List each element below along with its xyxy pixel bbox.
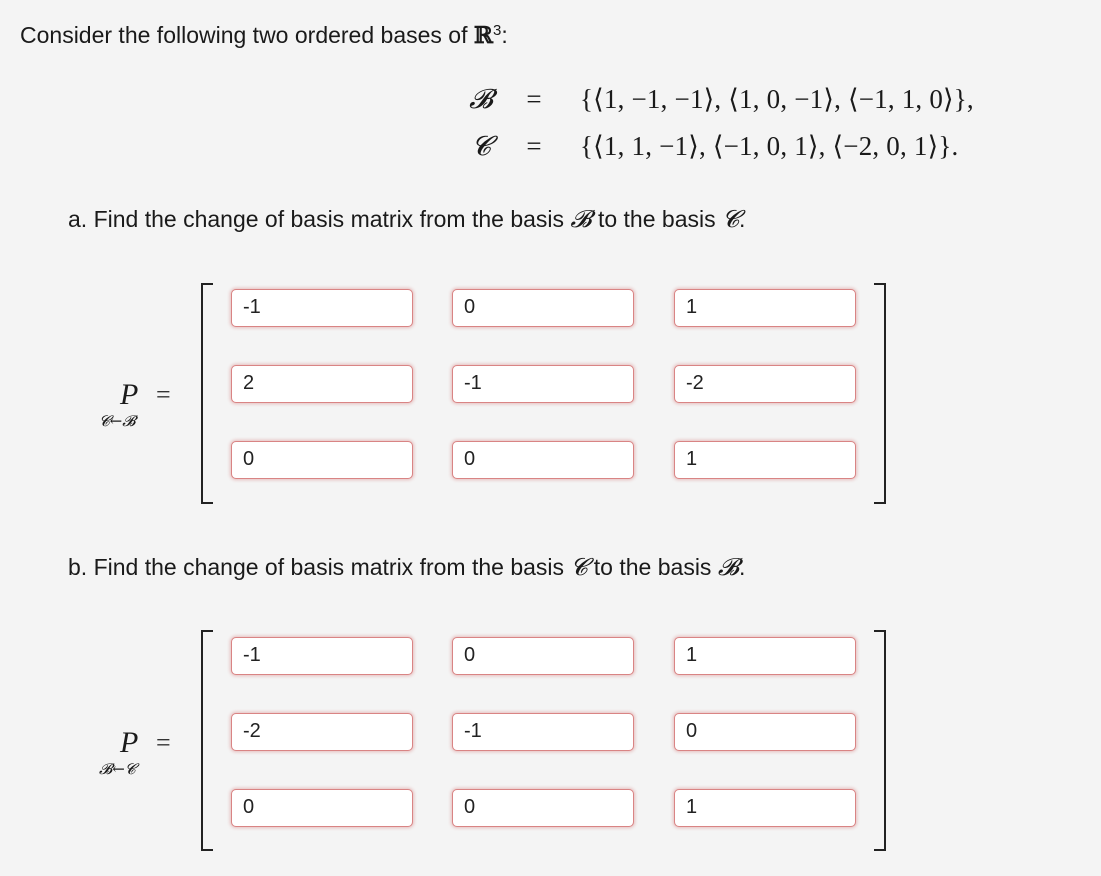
- intro-colon: :: [501, 22, 508, 48]
- matrix-b-entry-r2c2[interactable]: -1: [452, 713, 634, 751]
- question-b-mid-text: to the basis: [587, 554, 718, 580]
- matrix-a-equals: =: [156, 380, 171, 409]
- matrix-a-right-bracket: [874, 283, 886, 504]
- matrix-b-entry-r1c2[interactable]: 0: [452, 637, 634, 675]
- basis-b-vectors: {⟨1, −1, −1⟩, ⟨1, 0, −1⟩, ⟨−1, 1, 0⟩},: [580, 84, 974, 114]
- matrix-a-entry-r1c2[interactable]: 0: [452, 289, 634, 327]
- matrix-a-entry-r2c1[interactable]: 2: [231, 365, 413, 403]
- matrix-a-subscript: 𝓒←𝓑: [99, 412, 136, 430]
- question-b-from-basis: 𝓒: [570, 553, 588, 581]
- matrix-b-entry-r3c1[interactable]: 0: [231, 789, 413, 827]
- intro-text: Consider the following two ordered bases of: [20, 22, 474, 48]
- basis-b-symbol: 𝓑: [469, 84, 493, 115]
- question-b-text: b. Find the change of basis matrix from the basis: [68, 554, 571, 580]
- matrix-b-entry-r3c2[interactable]: 0: [452, 789, 634, 827]
- basis-c-symbol: 𝓒: [471, 131, 491, 162]
- matrix-b-entry-r3c3[interactable]: 1: [674, 789, 856, 827]
- equals-sign: =: [526, 131, 542, 161]
- question-a-text: a. Find the change of basis matrix from the basis: [68, 206, 571, 232]
- matrix-b-right-bracket: [874, 630, 886, 851]
- matrix-a-entry-r3c3[interactable]: 1: [674, 441, 856, 479]
- matrix-a-entry-r2c2[interactable]: -1: [452, 365, 634, 403]
- matrix-a-left-bracket: [201, 283, 213, 504]
- matrix-b-entry-r1c3[interactable]: 1: [674, 637, 856, 675]
- matrix-b-subscript: 𝓑←𝓒: [99, 760, 136, 778]
- matrix-a-entry-r1c3[interactable]: 1: [674, 289, 856, 327]
- matrix-a-entry-r3c2[interactable]: 0: [452, 441, 634, 479]
- basis-c-vectors: {⟨1, 1, −1⟩, ⟨−1, 0, 1⟩, ⟨−2, 0, 1⟩}.: [580, 131, 959, 161]
- equals-sign: =: [526, 84, 542, 114]
- matrix-b-entry-r1c1[interactable]: -1: [231, 637, 413, 675]
- question-a-mid-text: to the basis: [591, 206, 722, 232]
- matrix-a-entry-r2c3[interactable]: -2: [674, 365, 856, 403]
- question-a-from-basis: 𝓑: [570, 205, 592, 233]
- dimension-exponent: 3: [493, 22, 502, 39]
- matrix-a-symbol: P: [120, 378, 139, 411]
- matrix-b-entry-r2c1[interactable]: -2: [231, 713, 413, 751]
- question-a-to-basis: 𝓒: [722, 205, 739, 233]
- matrix-a-entry-r1c1[interactable]: -1: [231, 289, 413, 327]
- question-a: [68, 205, 745, 233]
- matrix-b-entry-r2c3[interactable]: 0: [674, 713, 856, 751]
- matrix-b-symbol: P: [120, 726, 139, 759]
- question-b-period: .: [739, 554, 746, 580]
- problem-intro: [20, 18, 508, 53]
- question-a-period: .: [739, 206, 746, 232]
- matrix-b-left-bracket: [201, 630, 213, 851]
- real-numbers-symbol: ℝ: [473, 22, 493, 49]
- matrix-a-entry-r3c1[interactable]: 0: [231, 441, 413, 479]
- matrix-b-equals: =: [156, 728, 171, 757]
- question-b: [68, 553, 745, 581]
- question-b-to-basis: 𝓑: [717, 553, 739, 581]
